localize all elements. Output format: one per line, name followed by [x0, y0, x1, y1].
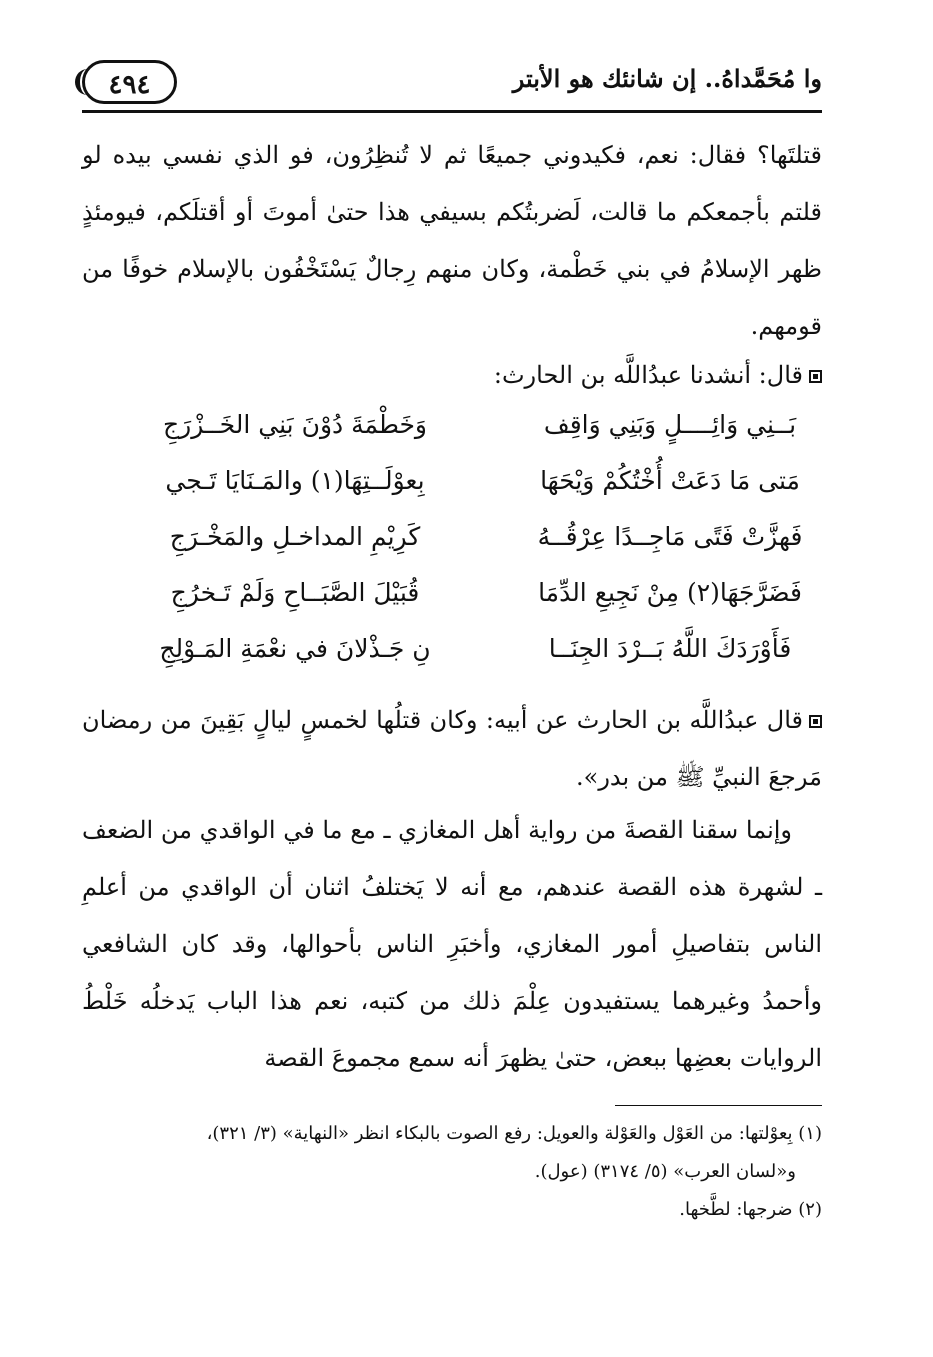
intro-line: [82, 347, 822, 404]
section-marker-icon: [809, 715, 822, 728]
verse-first-hemistich: فَأَوْرَدَكَ اللَّهُ بَــرْدَ الجِنَــا: [548, 634, 792, 663]
intro-line-text: قال: أنشدنا عبدُاللَّه بن الحارث:: [493, 361, 803, 389]
verse-second-hemistich: بِعوْلَــتِهَا(١) والمَـنَايَا تَـجي: [165, 466, 425, 495]
verse-first-hemistich: بَــنِي وَائِــــلٍ وَبَنِي وَاقِف: [543, 410, 797, 439]
poem-verse: [150, 410, 815, 460]
page-header: [82, 60, 822, 108]
running-title: وا مُحَمَّداهُ.. إن شانئك هو الأبتر: [512, 64, 822, 93]
poem-verse: [150, 634, 815, 684]
poem-verse: [150, 466, 815, 516]
opening-paragraph: قتلتَها؟ فقال: نعم، فكيدوني جميعًا ثم لا تُنظِرُون، فو الذي نفسي بيده لو قلتم بأجمعكم ما قالت، لَضربتُكم بسيفي هذا حتىٰ أموتَ أو أقتلَكم، فيومئذٍ ظهر الإسلامُ في بني خَطْمة، وكان منهم رِجالٌ يَسْتَخْفُون بالإسلام خوفًا من قومهم.: [82, 141, 822, 340]
narration-text: قال عبدُاللَّه بن الحارث عن أبيه: وكان قتلُها لخمسٍ ليالٍ بَقِينَ من رمضان مَرجعَ النبيِّ ﷺ من بدر».: [82, 706, 822, 791]
footnote-rule: [615, 1105, 822, 1106]
footnote-2: (٢) ضرجها: لطَّخها.: [679, 1199, 822, 1220]
poem-verse: [150, 578, 815, 628]
verse-first-hemistich: فَهزَّتْ فَتًى مَاجِــدًا عِرْقُــهُ: [537, 522, 803, 551]
verse-second-hemistich: قُبَيْلَ الصَّبَــاحِ وَلَمْ تَـخرُجِ: [170, 578, 420, 607]
section-marker-icon: [809, 370, 822, 383]
verse-second-hemistich: كَرِيْمِ المداخـلِ والمَخْـرَجِ: [169, 522, 421, 551]
page-number: ٤٩٤: [82, 60, 177, 104]
verse-first-hemistich: فَضَرَّجَهَا(٢) مِنْ نَجِيعِ الدِّمَا: [538, 578, 802, 607]
header-rule: [82, 110, 822, 113]
verse-second-hemistich: وَخَطْمَةَ دُوْنَ بَنِي الخَــزْرَجِ: [163, 410, 427, 439]
narration-paragraph: [82, 692, 822, 806]
poem-verse: [150, 522, 815, 572]
verse-first-hemistich: مَتى مَا دَعَتْ أُخْتُكُمْ وَيْحَهَا: [540, 466, 800, 495]
footnote-1-continued: و«لسان العرب» (٥/ ٣١٧٤) (عول).: [534, 1161, 796, 1182]
closing-paragraph: وإنما سقنا القصةَ من رواية أهل المغازي ـ مع ما في الواقدي من الضعف ـ لشهرة هذه القصة عندهم، مع أنه لا يَختلفُ اثنان أن الواقدي من أعلمِ الناس بتفاصيلِ أمور المغازي، وأخبَرِ الناس بأحوالها، وقد كان الشافعي وأحمدُ وغيرهما يستفيدون عِلْمَ ذلك من كتبه، نعم هذا الباب يَدخلُه خَلْطُ الروايات بعضِها ببعض، حتىٰ يظهرَ أنه سمع مجموعَ القصة: [82, 816, 823, 1072]
verse-second-hemistich: نِ جَـذْلانَ في نعْمَةِ المَـوْلِجِ: [159, 634, 431, 663]
footnote-1: (١) بِعوْلتها: من العَوْل والعَوْلة والعويل: رفع الصوت بالبكاء انظر «النهاية» (٣/ ٣٢١)،: [206, 1123, 822, 1144]
footnotes: [100, 1115, 822, 1229]
